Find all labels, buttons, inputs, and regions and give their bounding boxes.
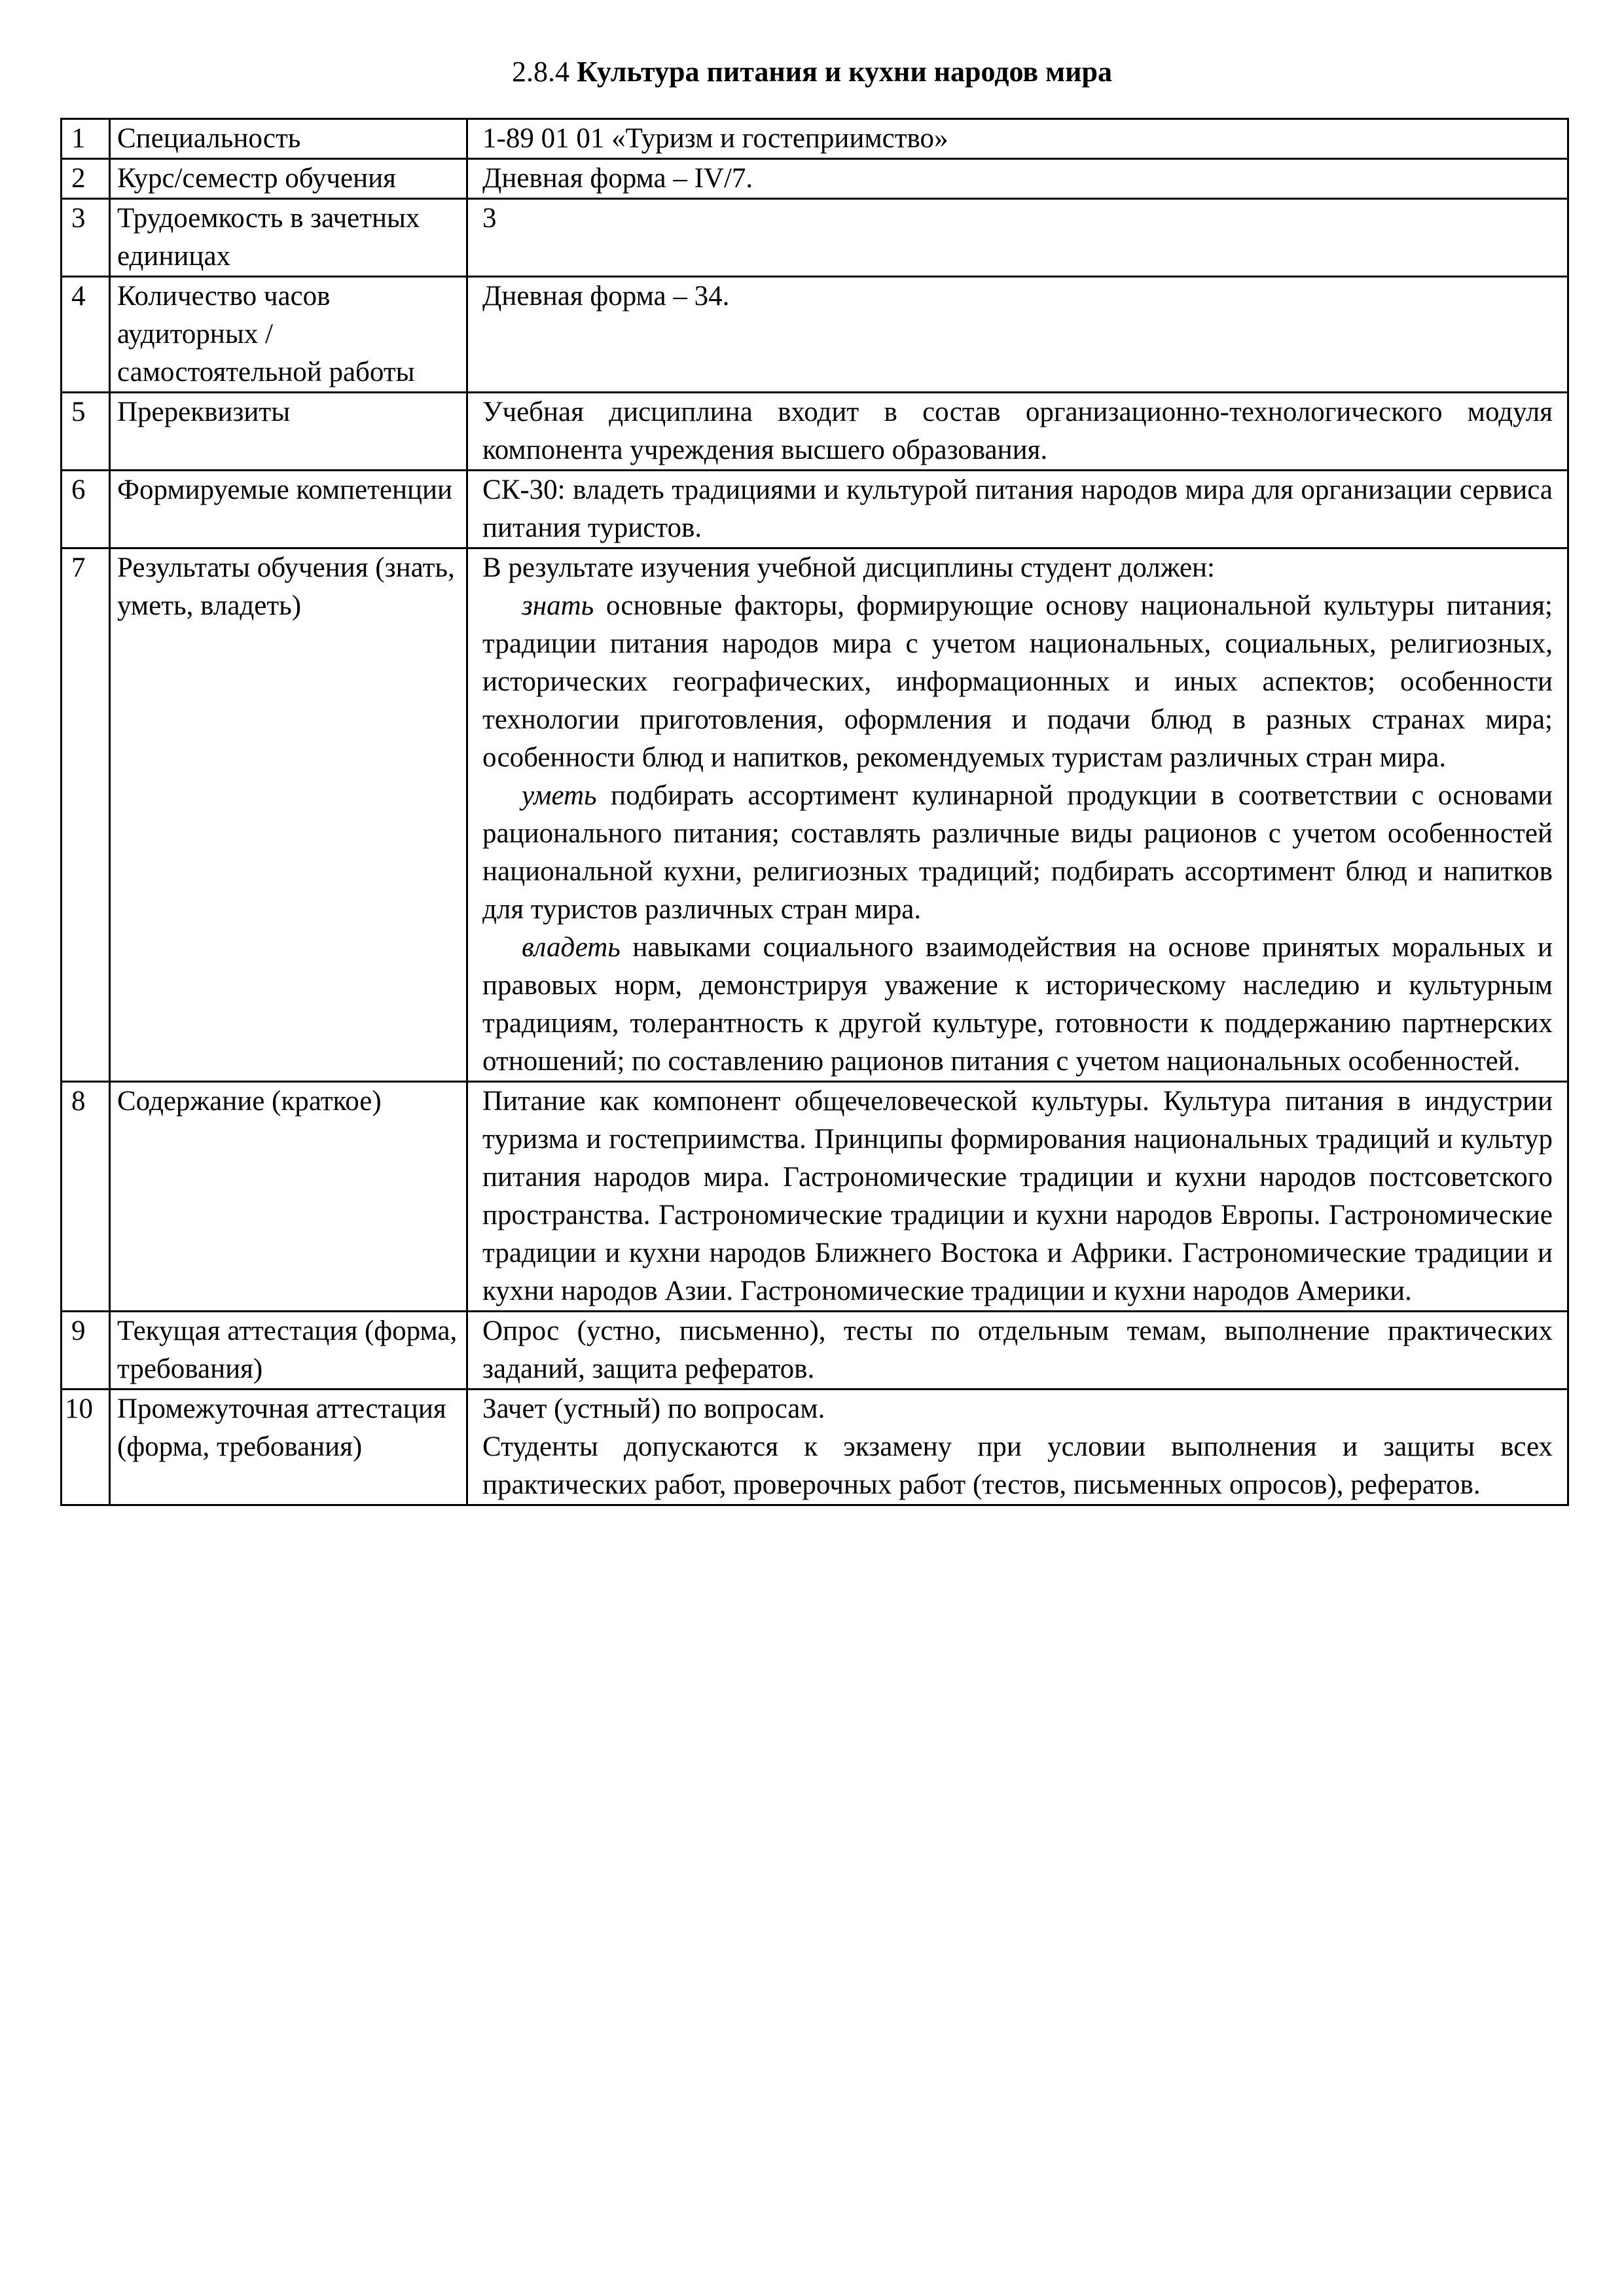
- table-row: [62, 1390, 1568, 1505]
- row-label: Трудоемкость в зачетных единицах: [110, 199, 467, 277]
- row-label: Текущая аттестация (форма, требования): [110, 1312, 467, 1390]
- table-row: [62, 159, 1568, 199]
- row-label: [110, 1390, 467, 1505]
- table-row: [62, 277, 1568, 393]
- row-value: СК-30: владеть традициями и культурой питания народов мира для организации сервиса питания туристов.: [467, 471, 1568, 548]
- table-row: [62, 471, 1568, 548]
- outcome-own: [482, 929, 1553, 1081]
- table-row: [62, 548, 1568, 1082]
- row-value: Опрос (устно, письменно), тесты по отдельным темам, выполнение практических заданий, защита рефератов.: [467, 1312, 1568, 1390]
- own-keyword: владеть: [522, 932, 621, 963]
- row-value: 3: [467, 199, 1568, 277]
- section-title: Культура питания и кухни народов мира: [577, 56, 1112, 88]
- can-keyword: уметь: [522, 780, 597, 811]
- row-label: Пререквизиты: [110, 393, 467, 471]
- row-label: Результаты обучения (знать, уметь, владеть): [110, 548, 467, 1082]
- learning-outcomes: [467, 548, 1568, 1082]
- know-keyword: знать: [522, 590, 594, 621]
- row-value: 1-89 01 01 «Туризм и гостеприимство»: [467, 119, 1568, 159]
- row-number: 8: [62, 1082, 110, 1312]
- table-row: [62, 119, 1568, 159]
- row-value-line: Студенты допускаются к экзамену при условии выполнения и защиты всех практических работ, проверочных работ (тестов, письменных опросов), рефератов.: [482, 1431, 1553, 1500]
- row-value: [467, 1390, 1568, 1505]
- know-text: основные факторы, формирующие основу национальной культуры питания; традиции питания народов мира с учетом национальных, социальных, религиозных, исторических географических, информационных и иных аспектов; особенности технологии приготовления, оформления и подачи блюд в разных странах мира; особенности блюд и напитков, рекомендуемых туристам различных стран мира.: [482, 590, 1553, 773]
- own-text: навыками социального взаимодействия на основе принятых моральных и правовых норм, демонстрируя уважение к историческому наследию и культурным традициям, толерантность к другой культуре, готовности к поддержанию партнерских отношений; по составлению рационов питания с учетом национальных особенностей.: [482, 932, 1553, 1077]
- row-number: 5: [62, 393, 110, 471]
- table-row: [62, 199, 1568, 277]
- table-row: [62, 393, 1568, 471]
- row-number: 4: [62, 277, 110, 393]
- outcomes-intro: В результате изучения учебной дисциплины студент должен:: [482, 552, 1216, 583]
- row-value-line: Зачет (устный) по вопросам.: [482, 1393, 825, 1424]
- row-number: 9: [62, 1312, 110, 1390]
- can-text: подбирать ассортимент кулинарной продукции в соответствии с основами рационального питания; составлять различные виды рационов с учетом особенностей национальной кухни, религиозных традиций; подбирать ассортимент блюд и напитков для туристов различных стран мира.: [482, 780, 1553, 925]
- row-label: Специальность: [110, 119, 467, 159]
- row-label: Курс/семестр обучения: [110, 159, 467, 199]
- table-row: [62, 1312, 1568, 1390]
- row-value: Дневная форма – 34.: [467, 277, 1568, 393]
- row-value: Учебная дисциплина входит в состав организационно-технологического модуля компонента учреждения высшего образования.: [467, 393, 1568, 471]
- row-label-line: Промежуточная аттестация: [117, 1393, 446, 1424]
- table-row: [62, 1082, 1568, 1312]
- row-value: Питание как компонент общечеловеческой культуры. Культура питания в индустрии туризма и гостеприимства. Принципы формирования национальных традиций и культур питания народов мира. Гастрономические традиции и кухни народов постсоветского пространства. Гастрономические традиции и кухни народов Европы. Гастрономические традиции и кухни народов Ближнего Востока и Африки. Гастрономические традиции и кухни народов Азии. Гастрономические традиции и кухни народов Америки.: [467, 1082, 1568, 1312]
- row-label: Содержание (краткое): [110, 1082, 467, 1312]
- row-number: 1: [62, 119, 110, 159]
- row-value: Дневная форма – IV/7.: [467, 159, 1568, 199]
- outcome-can: [482, 777, 1553, 929]
- row-label-line: (форма, требования): [117, 1431, 363, 1462]
- row-number: 3: [62, 199, 110, 277]
- row-number: 10: [62, 1390, 110, 1505]
- row-number: 6: [62, 471, 110, 548]
- discipline-table: [60, 118, 1569, 1506]
- page-title: [0, 54, 1624, 90]
- row-label: Формируемые компетенции: [110, 471, 467, 548]
- row-number: 2: [62, 159, 110, 199]
- section-number: 2.8.4: [512, 56, 570, 88]
- row-label: Количество часов аудиторных / самостоятельной работы: [110, 277, 467, 393]
- row-number: 7: [62, 548, 110, 1082]
- outcome-know: [482, 587, 1553, 777]
